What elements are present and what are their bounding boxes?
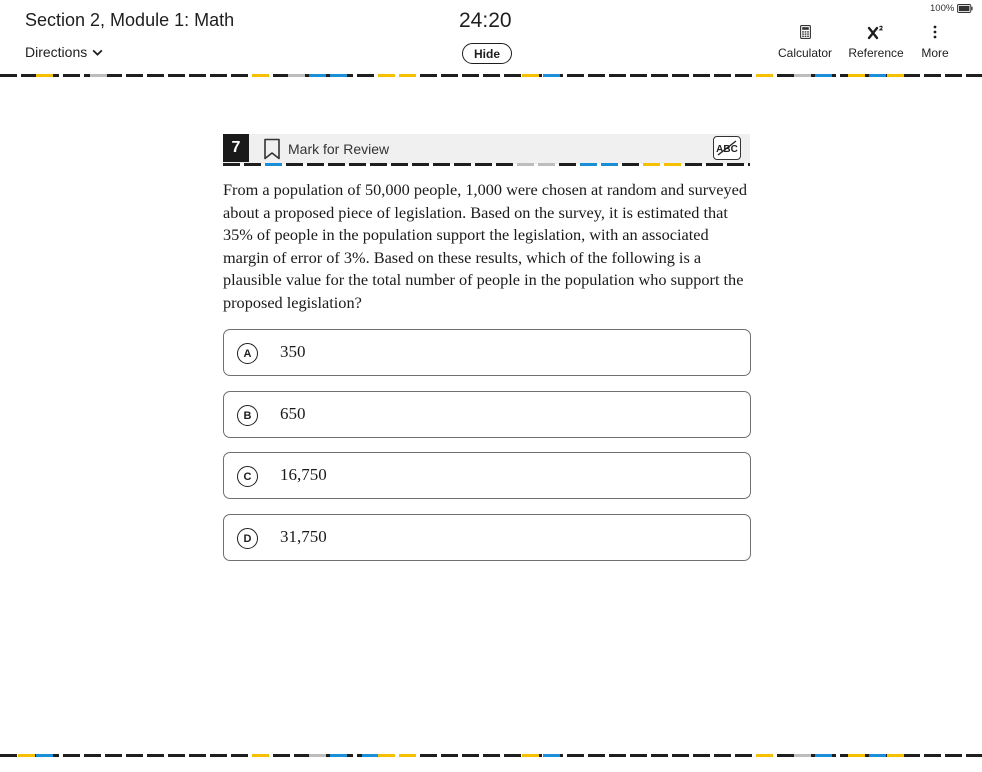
svg-text:ABC: ABC	[716, 144, 738, 155]
question-header-bar	[223, 134, 750, 164]
answer-choice-b[interactable]	[223, 391, 751, 438]
answer-choice-d[interactable]	[223, 514, 751, 561]
more-label: More	[921, 46, 949, 60]
footer-dashed-divider	[0, 754, 982, 757]
battery-status	[930, 3, 973, 14]
choice-letter: D	[237, 528, 258, 549]
choice-text: 650	[280, 404, 306, 423]
choice-text: 31,750	[280, 527, 327, 546]
directions-button[interactable]	[25, 44, 104, 60]
vertical-dots-icon	[933, 25, 937, 39]
bookmark-icon	[263, 138, 281, 160]
choice-text: 16,750	[280, 465, 327, 484]
hide-timer-button[interactable]: Hide	[462, 43, 512, 64]
answer-choice-c[interactable]	[223, 452, 751, 499]
header-dashed-divider	[0, 74, 982, 77]
question-text: From a population of 50,000 people, 1,000 were chosen at random and surveyed about a proposed piece of legislation. Based on the survey, it is estimated that 35% of people in the population support the legislation, with an associated margin of error of 3%. Based on these results, which of the following is a plausible value for the total number of people in the population who support the proposed legislation?	[223, 180, 748, 312]
choice-letter: C	[237, 466, 258, 487]
answer-eliminator-icon	[715, 139, 739, 157]
question-dashed-divider	[223, 163, 750, 166]
calculator-button[interactable]	[776, 22, 834, 60]
reference-button[interactable]	[847, 22, 905, 60]
mark-for-review-label: Mark for Review	[288, 141, 390, 157]
chevron-down-icon	[91, 46, 104, 59]
question-number: 7	[223, 134, 249, 162]
calculator-icon	[800, 25, 811, 39]
battery-percent: 100%	[930, 3, 955, 14]
top-header	[0, 0, 982, 76]
mark-for-review-button[interactable]	[263, 138, 389, 160]
directions-label: Directions	[25, 44, 88, 60]
answer-choice-a[interactable]	[223, 329, 751, 376]
timer: 24:20	[459, 9, 512, 32]
choice-letter: B	[237, 405, 258, 426]
calculator-label: Calculator	[777, 46, 833, 60]
more-button[interactable]	[917, 22, 953, 60]
reference-label: Reference	[848, 46, 904, 60]
section-title: Section 2, Module 1: Math	[25, 10, 235, 30]
formula-icon	[867, 24, 885, 40]
answer-eliminator-button[interactable]	[713, 136, 741, 160]
battery-icon	[957, 4, 973, 13]
choice-text: 350	[280, 342, 306, 361]
choice-letter: A	[237, 343, 258, 364]
